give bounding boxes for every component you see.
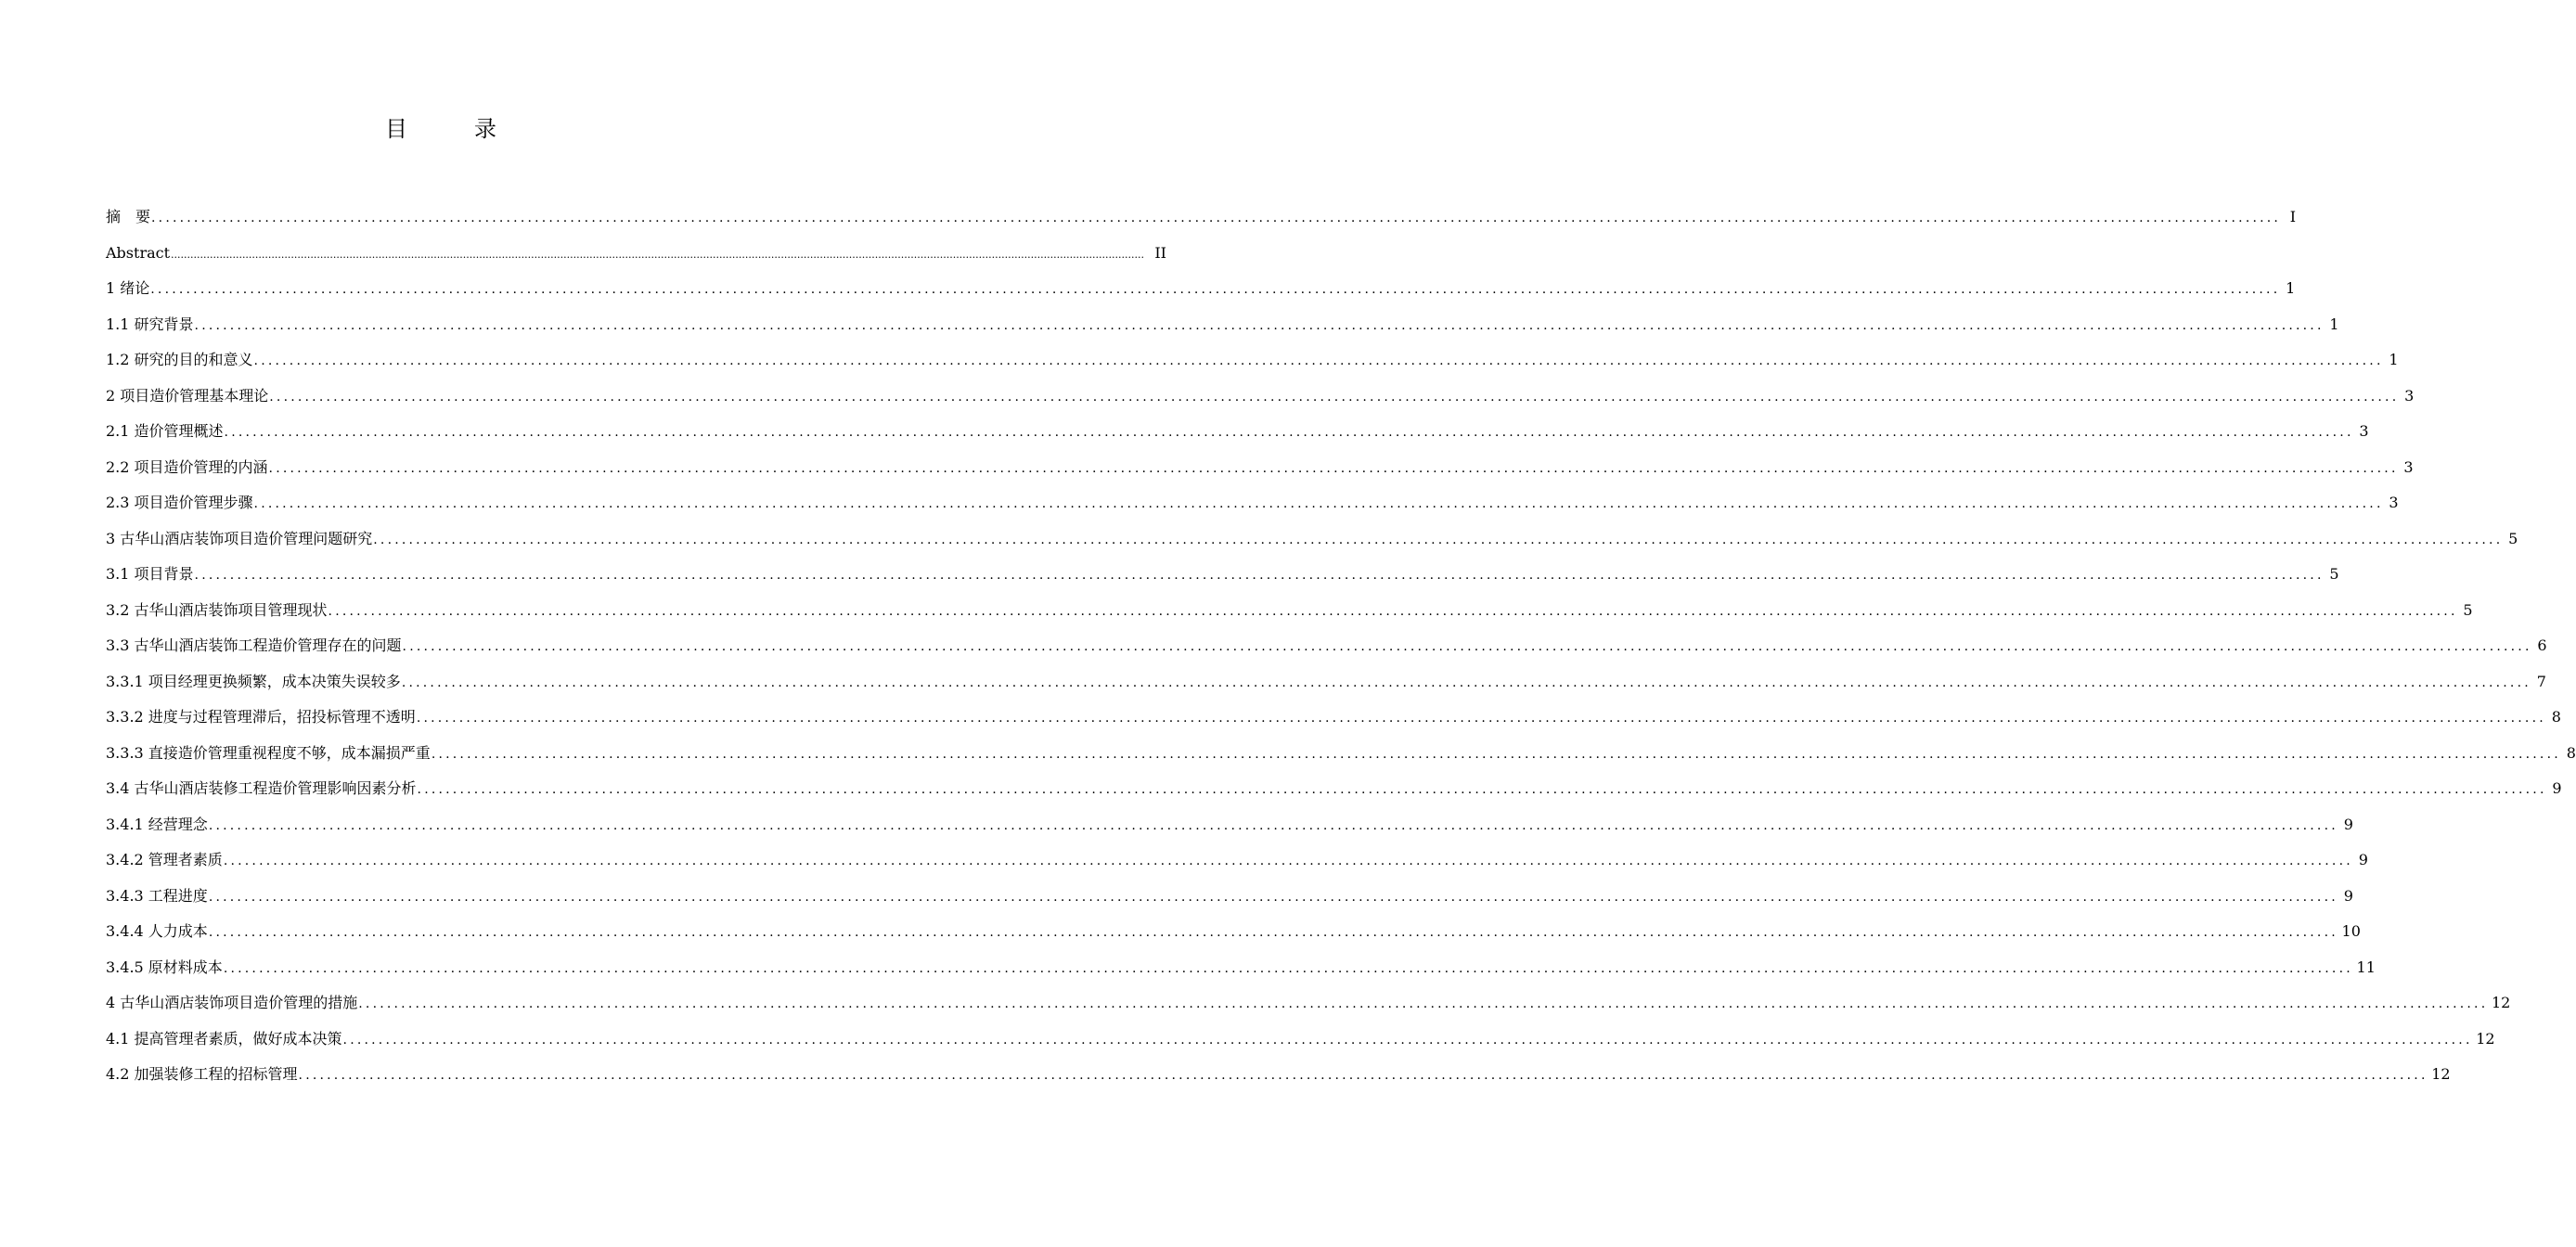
toc-entry-page: 3 xyxy=(2403,457,2414,476)
toc-entry-page: 12 xyxy=(2431,1065,2451,1083)
toc-entry-label: 2 项目造价管理基本理论 xyxy=(106,386,269,405)
toc-entry-page: 1 xyxy=(2286,279,2296,297)
toc-entry-label: 1.1 研究背景 xyxy=(106,315,194,333)
toc-entry-label: 1.2 研究的目的和意义 xyxy=(106,351,253,368)
dot-leader: ............................................................................................................................................................................................................................................................................................................ xyxy=(417,782,2547,797)
toc-entry[interactable] xyxy=(106,236,1166,272)
toc-entry[interactable] xyxy=(106,1057,2451,1093)
toc-entry-label: 3.4.5 原材料成本 xyxy=(106,958,223,976)
dot-leader: ............................................................................................................................................................................................................................................................................................................ xyxy=(171,248,1144,261)
toc-entry[interactable] xyxy=(106,271,2296,307)
toc-entry[interactable] xyxy=(106,879,2353,915)
dot-leader: ............................................................................................................................................................................................................................................................................................................ xyxy=(328,603,2458,619)
dot-leader: ............................................................................................................................................................................................................................................................................................................ xyxy=(194,568,2325,583)
toc-entry-label: 3.3.2 进度与过程管理滞后，招投标管理不透明 xyxy=(106,708,416,726)
toc-entry[interactable] xyxy=(106,557,2339,593)
toc-entry[interactable] xyxy=(106,199,2297,236)
toc-entry-label: 2.3 项目造价管理步骤 xyxy=(106,494,253,511)
toc-entry-page: 11 xyxy=(2356,958,2376,976)
toc-entry-page: 8 xyxy=(2566,743,2576,762)
dot-leader: ............................................................................................................................................................................................................................................................................................................ xyxy=(208,925,2338,940)
toc-entry-page: 9 xyxy=(2343,815,2353,833)
toc-entry[interactable] xyxy=(106,485,2399,521)
dot-leader: ............................................................................................................................................................................................................................................................................................................ xyxy=(224,425,2354,440)
toc-entry-page: II xyxy=(1154,243,1166,262)
dot-leader: ............................................................................................................................................................................................................................................................................................................ xyxy=(208,889,2338,905)
toc-entry[interactable] xyxy=(106,628,2547,664)
toc-entry[interactable] xyxy=(106,985,2511,1022)
toc-entry-page: 12 xyxy=(2476,1029,2495,1048)
dot-leader: ............................................................................................................................................................................................................................................................................................................ xyxy=(223,854,2353,868)
toc-entry[interactable] xyxy=(106,521,2518,558)
toc-entry[interactable] xyxy=(106,1022,2495,1058)
toc-title: 目 录 xyxy=(385,116,519,142)
toc-entry-label: 3.4 古华山酒店装修工程造价管理影响因素分析 xyxy=(106,779,417,797)
dot-leader: ............................................................................................................................................................................................................................................................................................................ xyxy=(358,996,2489,1011)
dot-leader: ............................................................................................................................................................................................................................................................................................................ xyxy=(373,532,2504,547)
toc-entry[interactable] xyxy=(106,914,2361,950)
toc-entry-label: 4.2 加强装修工程的招标管理 xyxy=(106,1065,298,1083)
dot-leader: ............................................................................................................................................................................................................................................................................................................ xyxy=(269,389,2400,405)
dot-leader: ............................................................................................................................................................................................................................................................................................................ xyxy=(342,1032,2473,1048)
toc-entry-page: 7 xyxy=(2536,672,2546,690)
dot-leader: ............................................................................................................................................................................................................................................................................................................ xyxy=(268,460,2399,476)
toc-entry[interactable] xyxy=(106,450,2414,486)
toc-entry-label: 3.2 古华山酒店装饰项目管理现状 xyxy=(106,600,328,619)
toc-entry-label: 4 古华山酒店装饰项目造价管理的措施 xyxy=(106,994,358,1011)
toc-entry[interactable] xyxy=(106,700,2561,736)
toc-entry[interactable] xyxy=(106,807,2353,843)
toc-entry[interactable] xyxy=(106,842,2368,879)
toc-entry-page: 12 xyxy=(2491,994,2511,1011)
toc-entry-label: 3.3 古华山酒店装饰工程造价管理存在的问题 xyxy=(106,636,402,654)
toc-entry-page: 6 xyxy=(2537,636,2547,654)
dot-leader: ............................................................................................................................................................................................................................................................................................................ xyxy=(401,675,2531,690)
toc-entry-page: 1 xyxy=(2329,315,2339,333)
toc-entry-label: 2.1 造价管理概述 xyxy=(106,422,224,440)
toc-entry-page: 5 xyxy=(2329,565,2339,583)
toc-entry-page: 5 xyxy=(2463,600,2473,619)
dot-leader: ............................................................................................................................................................................................................................................................................................................ xyxy=(208,817,2338,833)
dot-leader: ............................................................................................................................................................................................................................................................................................................ xyxy=(431,746,2561,762)
toc-entry[interactable] xyxy=(106,307,2339,343)
toc-entry-label: 摘 要 xyxy=(106,208,151,225)
toc-entry-label: 3.4.1 经营理念 xyxy=(106,815,208,833)
dot-leader: ............................................................................................................................................................................................................................................................................................................ xyxy=(223,960,2353,976)
toc-entry-page: 5 xyxy=(2508,529,2518,547)
toc-entry[interactable] xyxy=(106,736,2576,772)
dot-leader: ............................................................................................................................................................................................................................................................................................................ xyxy=(150,282,2281,297)
toc-entry-page: 9 xyxy=(2552,779,2562,797)
toc-entry[interactable] xyxy=(106,342,2399,379)
toc-entry-page: 3 xyxy=(2404,386,2415,405)
toc-entry[interactable] xyxy=(106,593,2473,629)
toc-entry[interactable] xyxy=(106,414,2369,450)
toc-entry[interactable] xyxy=(106,379,2415,415)
toc-entry-page: 9 xyxy=(2343,886,2353,905)
dot-leader: ............................................................................................................................................................................................................................................................................................................ xyxy=(151,211,2282,225)
toc-entry-label: 3.3.3 直接造价管理重视程度不够，成本漏损严重 xyxy=(106,743,431,762)
toc-entry-label: 4.1 提高管理者素质，做好成本决策 xyxy=(106,1029,342,1048)
dot-leader: ............................................................................................................................................................................................................................................................................................................ xyxy=(298,1068,2428,1083)
dot-leader: ............................................................................................................................................................................................................................................................................................................ xyxy=(416,711,2546,726)
toc-entry-label: 1 绪论 xyxy=(106,279,150,297)
toc-entry[interactable] xyxy=(106,771,2562,807)
toc-entry-page: 8 xyxy=(2551,708,2561,726)
toc-entry-page: 1 xyxy=(2389,351,2399,368)
dot-leader: ............................................................................................................................................................................................................................................................................................................ xyxy=(402,639,2532,654)
dot-leader: ............................................................................................................................................................................................................................................................................................................ xyxy=(194,317,2325,333)
toc-entry-label: Abstract xyxy=(106,243,171,262)
toc-entry-page: 3 xyxy=(2359,422,2369,440)
toc-entry[interactable] xyxy=(106,950,2376,986)
toc-entry-page: I xyxy=(2289,208,2297,225)
toc-entry-page: 3 xyxy=(2389,494,2399,511)
toc-entry-label: 3.4.4 人力成本 xyxy=(106,922,208,940)
toc-entry-page: 10 xyxy=(2341,922,2361,940)
toc-entry-label: 2.2 项目造价管理的内涵 xyxy=(106,457,268,476)
dot-leader: ............................................................................................................................................................................................................................................................................................................ xyxy=(253,354,2384,368)
toc-entry-label: 3 古华山酒店装饰项目造价管理问题研究 xyxy=(106,529,373,547)
toc-entry-label: 3.3.1 项目经理更换频繁，成本决策失误较多 xyxy=(106,672,401,690)
table-of-contents xyxy=(106,199,2576,1093)
toc-entry-label: 3.1 项目背景 xyxy=(106,565,194,583)
dot-leader: ............................................................................................................................................................................................................................................................................................................ xyxy=(253,496,2384,511)
toc-entry-page: 9 xyxy=(2358,851,2368,868)
toc-entry-label: 3.4.3 工程进度 xyxy=(106,886,208,905)
toc-entry-label: 3.4.2 管理者素质 xyxy=(106,851,223,868)
toc-entry[interactable] xyxy=(106,664,2546,701)
